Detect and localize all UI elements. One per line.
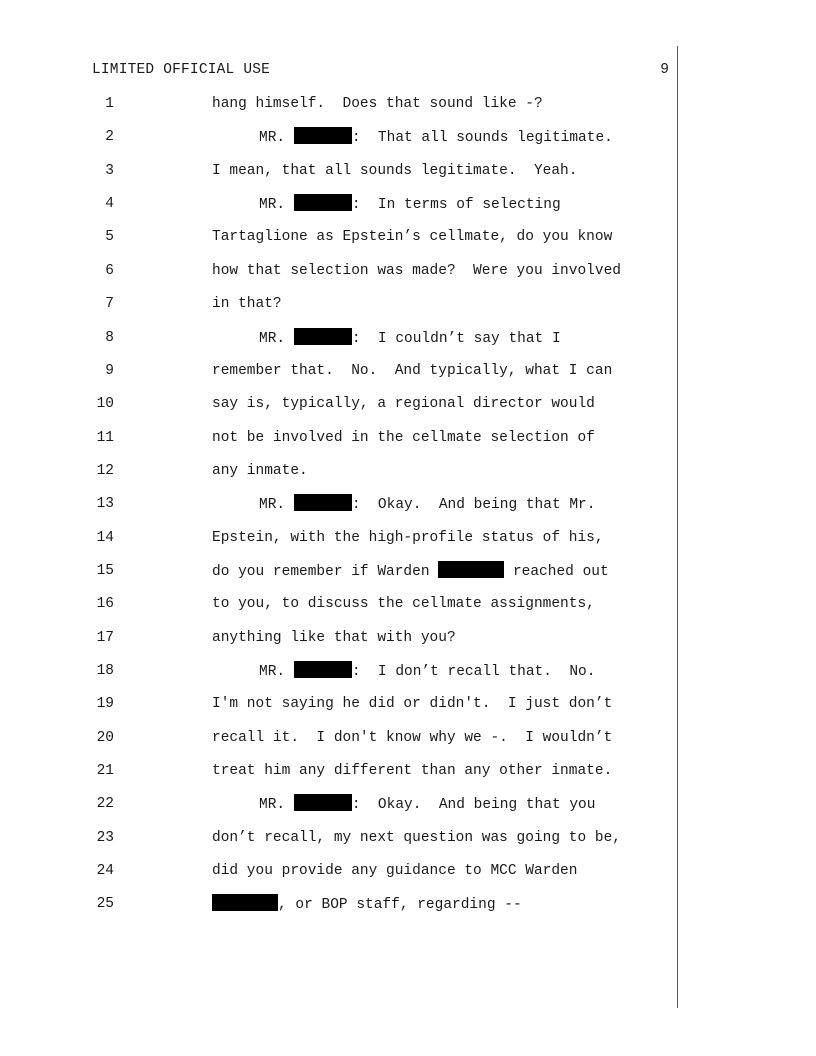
line-text — [259, 494, 595, 515]
redaction-box — [294, 127, 352, 144]
transcript-line — [0, 894, 676, 914]
line-segment: : I don’t recall that. No. — [351, 664, 596, 680]
line-text — [212, 428, 595, 448]
line-number: 1 — [105, 96, 114, 112]
line-segment: : Okay. And being that you — [351, 797, 596, 814]
line-text — [212, 461, 308, 481]
transcript-line — [0, 361, 676, 381]
line-number: 5 — [105, 229, 114, 246]
line-segment: recall it. I don't know why we -. I wouldn’t — [212, 729, 613, 746]
transcript-line — [0, 127, 676, 147]
line-segment: don’t recall, my next question was going to be, — [212, 829, 621, 846]
line-segment: anything like that with you? — [212, 629, 456, 646]
line-number: 16 — [96, 596, 114, 613]
line-segment: to you, to discuss the cellmate assignments, — [212, 596, 595, 613]
line-text — [212, 694, 612, 714]
line-text — [212, 561, 609, 582]
line-segment: in that? — [212, 296, 282, 313]
line-text — [212, 294, 282, 314]
line-segment: Epstein, with the high-profile status of his, — [212, 529, 604, 546]
line-segment: treat him any different than any other inmate. — [212, 763, 613, 779]
transcript-line — [0, 594, 676, 614]
line-text — [212, 594, 595, 614]
line-number: 14 — [96, 529, 114, 546]
line-segment: MR. — [259, 497, 294, 514]
transcript-line — [0, 528, 676, 548]
line-text — [212, 628, 456, 648]
transcript-line — [0, 861, 676, 881]
transcript-line — [0, 294, 676, 314]
transcript-line — [0, 227, 676, 247]
line-segment: not be involved in the cellmate selection of — [212, 429, 595, 446]
line-number: 4 — [105, 196, 114, 213]
line-text — [212, 894, 522, 915]
redaction-box — [212, 894, 278, 911]
line-segment: , or BOP staff, regarding -- — [278, 897, 522, 914]
line-number: 7 — [105, 296, 114, 313]
line-segment: MR. — [259, 197, 294, 214]
line-number: 8 — [105, 329, 114, 346]
transcript-line — [0, 661, 676, 681]
transcript-line — [0, 761, 676, 781]
line-text — [259, 127, 613, 148]
line-number: 22 — [96, 796, 114, 813]
line-number: 11 — [96, 429, 114, 446]
page-number: 9 — [660, 62, 669, 78]
line-segment: hang himself. Does that sound like -? — [212, 96, 543, 112]
line-text — [212, 394, 595, 414]
line-text — [212, 261, 621, 281]
line-number: 2 — [105, 129, 114, 146]
line-number: 25 — [96, 896, 114, 913]
line-segment: any inmate. — [212, 462, 308, 479]
line-number: 12 — [96, 462, 114, 479]
line-text — [212, 94, 543, 114]
line-text — [259, 794, 595, 815]
transcript-line — [0, 194, 676, 214]
line-segment: MR. — [259, 797, 294, 814]
line-number: 20 — [96, 729, 114, 746]
line-number: 9 — [105, 362, 114, 379]
transcript-line — [0, 94, 676, 114]
redaction-box — [294, 328, 352, 345]
redaction-box — [294, 661, 352, 678]
transcript-line — [0, 428, 676, 448]
line-text — [212, 861, 577, 881]
line-text — [259, 194, 561, 215]
transcript-line — [0, 394, 676, 414]
line-segment: Tartaglione as Epstein’s cellmate, do you know — [212, 229, 613, 246]
line-number: 6 — [105, 262, 114, 279]
transcript-line — [0, 328, 676, 348]
line-segment: MR. — [259, 330, 294, 347]
line-number: 21 — [96, 763, 114, 779]
line-segment: say is, typically, a regional director would — [212, 396, 595, 413]
line-number: 24 — [96, 863, 114, 880]
line-text — [212, 361, 612, 381]
line-number: 15 — [96, 562, 114, 579]
line-number: 23 — [96, 829, 114, 846]
line-text — [212, 528, 604, 548]
transcript-line — [0, 494, 676, 514]
line-segment: I'm not saying he did or didn't. I just don’t — [212, 696, 613, 713]
transcript-line — [0, 728, 676, 748]
line-number: 3 — [105, 162, 114, 179]
line-segment: MR. — [259, 664, 294, 680]
line-text — [259, 328, 561, 349]
line-segment: remember that. No. And typically, what I can — [212, 362, 613, 379]
line-number: 10 — [96, 396, 114, 413]
transcript-line — [0, 161, 676, 181]
line-text — [259, 661, 595, 682]
line-text — [212, 728, 612, 748]
line-number: 13 — [96, 496, 114, 513]
line-segment: did you provide any guidance to MCC Warden — [212, 863, 578, 880]
line-segment: reached out — [504, 563, 609, 580]
transcript-line — [0, 828, 676, 848]
redaction-box — [294, 194, 352, 211]
line-segment: : Okay. And being that Mr. — [351, 497, 596, 514]
line-segment: : That all sounds legitimate. — [351, 130, 613, 147]
transcript-line — [0, 261, 676, 281]
right-margin-rule — [677, 46, 678, 1008]
transcript-line — [0, 628, 676, 648]
transcript-line — [0, 461, 676, 481]
transcript-line — [0, 694, 676, 714]
line-segment: : In terms of selecting — [351, 197, 561, 214]
line-segment: do you remember if Warden — [212, 563, 439, 580]
line-text — [212, 227, 612, 247]
line-number: 17 — [96, 629, 114, 646]
redaction-box — [294, 494, 352, 511]
line-segment: I mean, that all sounds legitimate. Yeah. — [212, 162, 578, 179]
line-number: 19 — [96, 696, 114, 713]
line-segment: how that selection was made? Were you involved — [212, 262, 621, 279]
line-segment: : I couldn’t say that I — [351, 330, 561, 347]
line-text — [212, 828, 621, 848]
classification-header: LIMITED OFFICIAL USE — [92, 62, 271, 78]
transcript-line — [0, 561, 676, 581]
line-text — [212, 161, 577, 181]
transcript-line — [0, 794, 676, 814]
line-text — [212, 761, 612, 781]
redaction-box — [438, 561, 504, 578]
line-number: 18 — [96, 663, 114, 679]
line-segment: MR. — [259, 130, 294, 147]
redaction-box — [294, 794, 352, 811]
